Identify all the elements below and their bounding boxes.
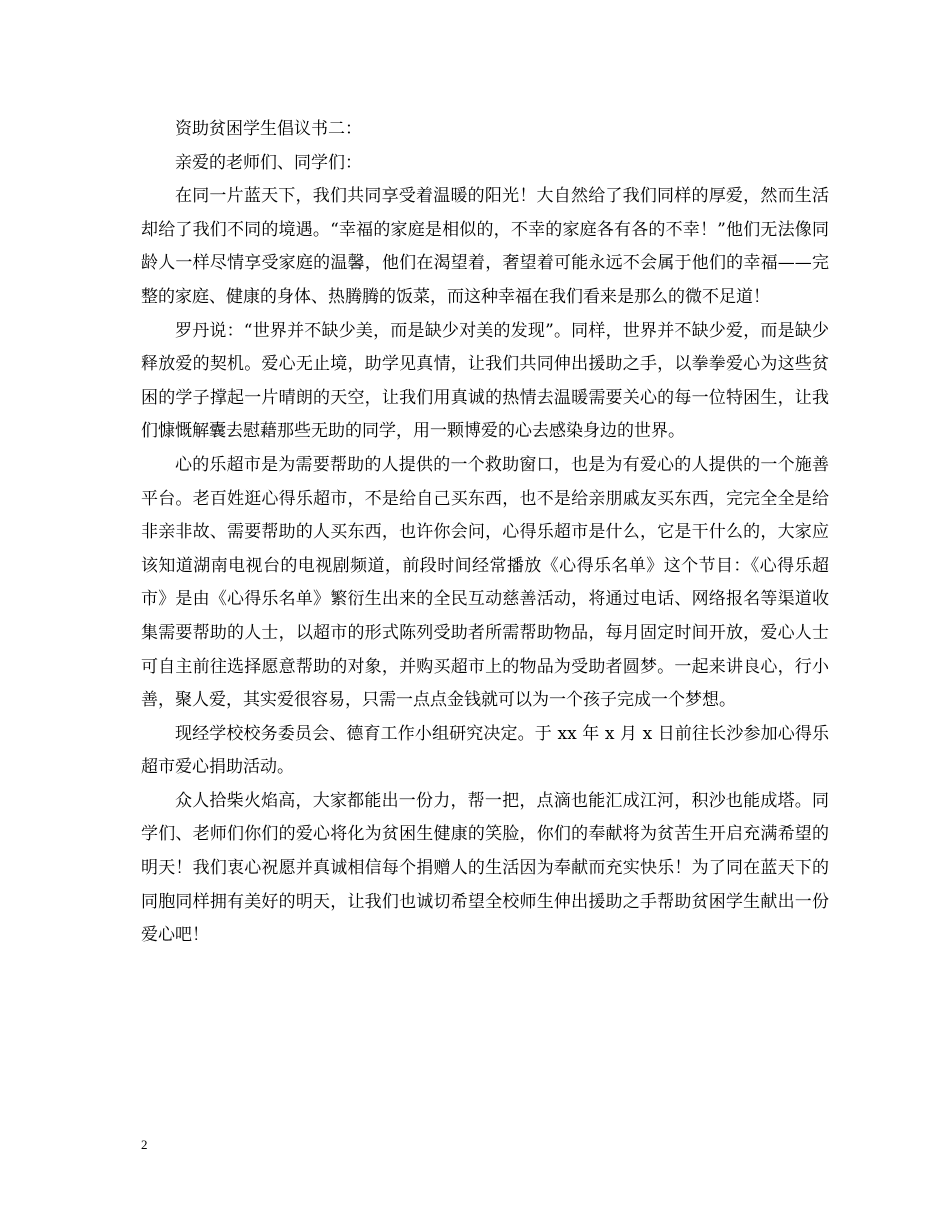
page-number: 2: [141, 1137, 148, 1152]
paragraph: 现经学校校务委员会、德育工作小组研究决定。于 xx 年 x 月 x 日前往长沙参加心得乐超市爱心捐助活动。: [141, 723, 829, 778]
paragraph: 心的乐超市是为需要帮助的人提供的一个救助窗口，也是为有爱心的人提供的一个施善平台。老百姓逛心得乐超市，不是给自己买东西，也不是给亲朋戚友买东西，完完全全是给非亲非故、需要帮助的人买东西，也许你会问，心得乐超市是什么，它是干什么的，大家应该知道湖南电视台的电视剧频道，前段时间经常播放《心得乐名单》这个节目：《心得乐超市》是由《心得乐名单》繁衍生出来的全民互动慈善活动，将通过电话、网络报名等渠道收集需要帮助的人士，以超市的形式陈列受助者所需帮助物品，每月固定时间开放，爱心人士可自主前往选择愿意帮助的对象，并购买超市上的物品为受助者圆梦。一起来讲良心，行小善，聚人爱，其实爱很容易，只需一点点金钱就可以为一个孩子完成一个梦想。: [141, 454, 829, 711]
document-title: 资助贫困学生倡议书二：: [175, 119, 362, 139]
paragraph: 在同一片蓝天下，我们共同享受着温暖的阳光！大自然给了我们同样的厚爱，然而生活却给了我们不同的境遇。“幸福的家庭是相似的，不幸的家庭各有各的不幸！”他们无法像同龄人一样尽情享受家庭的温馨，他们在渴望着，奢望着可能永远不会属于他们的幸福——完整的家庭、健康的身体、热腾腾的饭菜，而这种幸福在我们看来是那么的微不足道！: [141, 186, 829, 307]
salutation: 亲爱的老师们、同学们：: [175, 152, 362, 173]
paragraph: 众人拾柴火焰高，大家都能出一份力，帮一把，点滴也能汇成江河，积沙也能成塔。同学们、老师们你们的爱心将化为贫困生健康的笑脸，你们的奉献将为贫苦生开启充满希望的明天！我们衷心祝愿并真诚相信每个捐赠人的生活因为奉献而充实快乐！为了同在蓝天下的同胞同样拥有美好的明天，让我们也诚切希望全校师生伸出援助之手帮助贫困学生献出一份爱心吧！: [141, 790, 829, 946]
paragraph: 罗丹说：“世界并不缺少美，而是缺少对美的发现”。同样，世界并不缺少爱，而是缺少释放爱的契机。爱心无止境，助学见真情，让我们共同伸出援助之手，以拳拳爱心为这些贫困的学子撑起一片晴朗的天空，让我们用真诚的热情去温暖需要关心的每一位特困生，让我们慷慨解囊去慰藉那些无助的同学，用一颗博爱的心去感染身边的世界。: [141, 320, 829, 442]
document-body: [141, 113, 829, 953]
